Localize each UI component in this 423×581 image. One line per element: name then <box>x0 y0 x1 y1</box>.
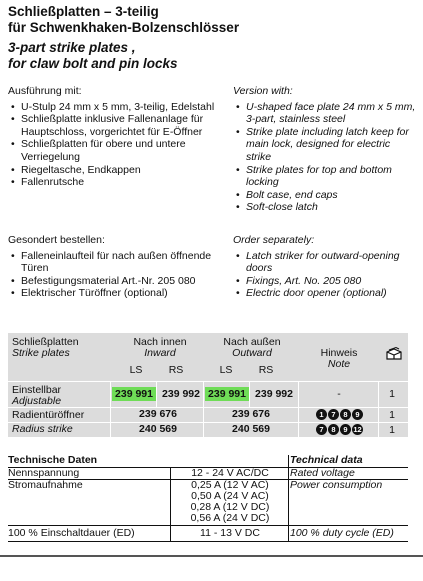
tech-power-de: Stromaufnahme <box>8 479 83 491</box>
tech-power-val: 0,56 A (24 V DC) <box>190 512 270 524</box>
tech-rated-voltage-en: Rated voltage <box>290 467 355 479</box>
tech-duty-en: 100 % duty cycle (ED) <box>290 527 394 539</box>
header-rs-inward: RS <box>168 364 184 376</box>
title-en-line2: for claw bolt and pin locks <box>8 56 178 71</box>
list-item: • Elektrischer Türöffner (optional) <box>8 287 216 300</box>
list-item: • Strike plate including latch keep for main lock, designed for electric strike <box>233 126 418 164</box>
list-item: • Falleneinlaufteil für nach außen öffnende Türen <box>8 250 216 275</box>
separately-de-heading: Gesondert bestellen: <box>8 234 105 246</box>
version-en-heading: Version with: <box>233 85 293 97</box>
title-de-line1: Schließplatten – 3-teilig <box>8 4 159 19</box>
list-item: • Schließplatten für obere und untere Verriegelung <box>8 138 216 163</box>
note-marker: 7 <box>316 424 327 435</box>
note-marker: 1 <box>316 409 327 420</box>
row-radius-de: Radientüröffner <box>12 409 85 421</box>
art-no-radius2-inward: 240 569 <box>139 423 177 435</box>
row-radius-en: Radius strike <box>12 423 73 435</box>
bottom-divider <box>0 555 423 557</box>
art-no-radius-outward: 239 676 <box>232 408 270 420</box>
tech-power-val: 0,28 A (12 V DC) <box>190 501 270 513</box>
col-outward-en: Outward <box>232 347 272 359</box>
product-table <box>8 333 408 437</box>
tech-rated-voltage-val: 12 - 24 V AC/DC <box>191 467 269 479</box>
note-marker: 9 <box>340 424 351 435</box>
note-marker: 8 <box>328 424 339 435</box>
list-item: • Befestigungsmaterial Art.-Nr. 205 080 <box>8 275 216 288</box>
tech-power-en: Power consumption <box>290 479 383 491</box>
col-note-en: Note <box>327 358 351 370</box>
note-marker: 12 <box>353 425 362 434</box>
art-no-inward-ls: 239 991 <box>112 387 156 401</box>
tech-rated-voltage-de: Nennspannung <box>8 467 80 479</box>
col-inward-en: Inward <box>144 347 176 359</box>
header-ls-outward: LS <box>219 364 233 376</box>
list-item: • Riegeltasche, Endkappen <box>8 164 216 177</box>
separately-en-heading: Order separately: <box>233 234 315 246</box>
tech-head-de: Technische Daten <box>8 454 98 466</box>
note-markers <box>316 409 363 420</box>
row-adjustable-en: Adjustable <box>12 395 62 407</box>
list-item: • Fixings, Art. No. 205 080 <box>233 275 418 288</box>
tech-duty-val: 11 - 13 V DC <box>200 527 260 539</box>
list-item: • U-shaped face plate 24 mm x 5 mm, 3-part, stainless steel <box>233 101 418 126</box>
version-en-list <box>233 101 418 214</box>
tech-duty-de: 100 % Einschaltdauer (ED) <box>8 527 135 539</box>
separately-en-list <box>233 250 418 300</box>
col-inward-de: Nach innen <box>133 336 187 348</box>
list-item: • Electric door opener (optional) <box>233 287 418 300</box>
note-marker: 8 <box>340 409 351 420</box>
list-item: • Soft-close latch <box>233 201 418 214</box>
art-no-radius-inward: 239 676 <box>139 408 177 420</box>
art-no-radius2-outward: 240 569 <box>232 423 270 435</box>
separately-de <box>8 234 216 300</box>
version-de-list <box>8 101 216 189</box>
row-adjustable-note: - <box>337 388 341 400</box>
col-strike-de: Schließplatten <box>12 336 79 348</box>
col-outward-de: Nach außen <box>223 336 281 348</box>
col-strike-en: Strike plates <box>12 347 70 359</box>
list-item: • Fallenrutsche <box>8 176 216 189</box>
header-rs-outward: RS <box>258 364 274 376</box>
version-en <box>233 85 418 214</box>
version-de-heading: Ausführung mit: <box>8 85 82 97</box>
note-marker: 9 <box>352 409 363 420</box>
separately-de-list <box>8 250 216 300</box>
list-item: • Schließplatte inklusive Fallenanlage für Hauptschloss, vorgerichtet für E-Öffner <box>8 113 216 138</box>
tech-power-val: 0,50 A (24 V AC) <box>191 490 269 502</box>
list-item: • Strike plates for top and bottom locking <box>233 164 418 189</box>
separately-en <box>233 234 418 300</box>
col-note-de: Hinweis <box>320 347 358 359</box>
version-de <box>8 85 216 189</box>
tech-head-en: Technical data <box>290 454 363 466</box>
note-marker: 7 <box>328 409 339 420</box>
row-adjustable-qty: 1 <box>389 388 395 400</box>
tech-power-val: 0,25 A (12 V AC) <box>191 479 269 491</box>
row-adjustable-de: Einstellbar <box>12 384 62 396</box>
header-ls-inward: LS <box>129 364 143 376</box>
title-de-line2: für Schwenkhaken-Bolzenschlösser <box>8 20 240 35</box>
art-no-outward-rs: 239 992 <box>255 388 293 400</box>
title-en-line1: 3-part strike plates , <box>8 40 136 55</box>
list-item: • Latch striker for outward-opening doors <box>233 250 418 275</box>
art-no-outward-ls: 239 991 <box>205 387 249 401</box>
art-no-inward-rs: 239 992 <box>162 388 200 400</box>
row-radius-qty: 1 <box>389 409 395 421</box>
note-markers <box>316 424 363 435</box>
row-radius2-qty: 1 <box>389 424 395 436</box>
package-icon <box>385 347 403 366</box>
list-item: • Bolt case, end caps <box>233 189 418 202</box>
list-item: • U-Stulp 24 mm x 5 mm, 3-teilig, Edelstahl <box>8 101 216 114</box>
